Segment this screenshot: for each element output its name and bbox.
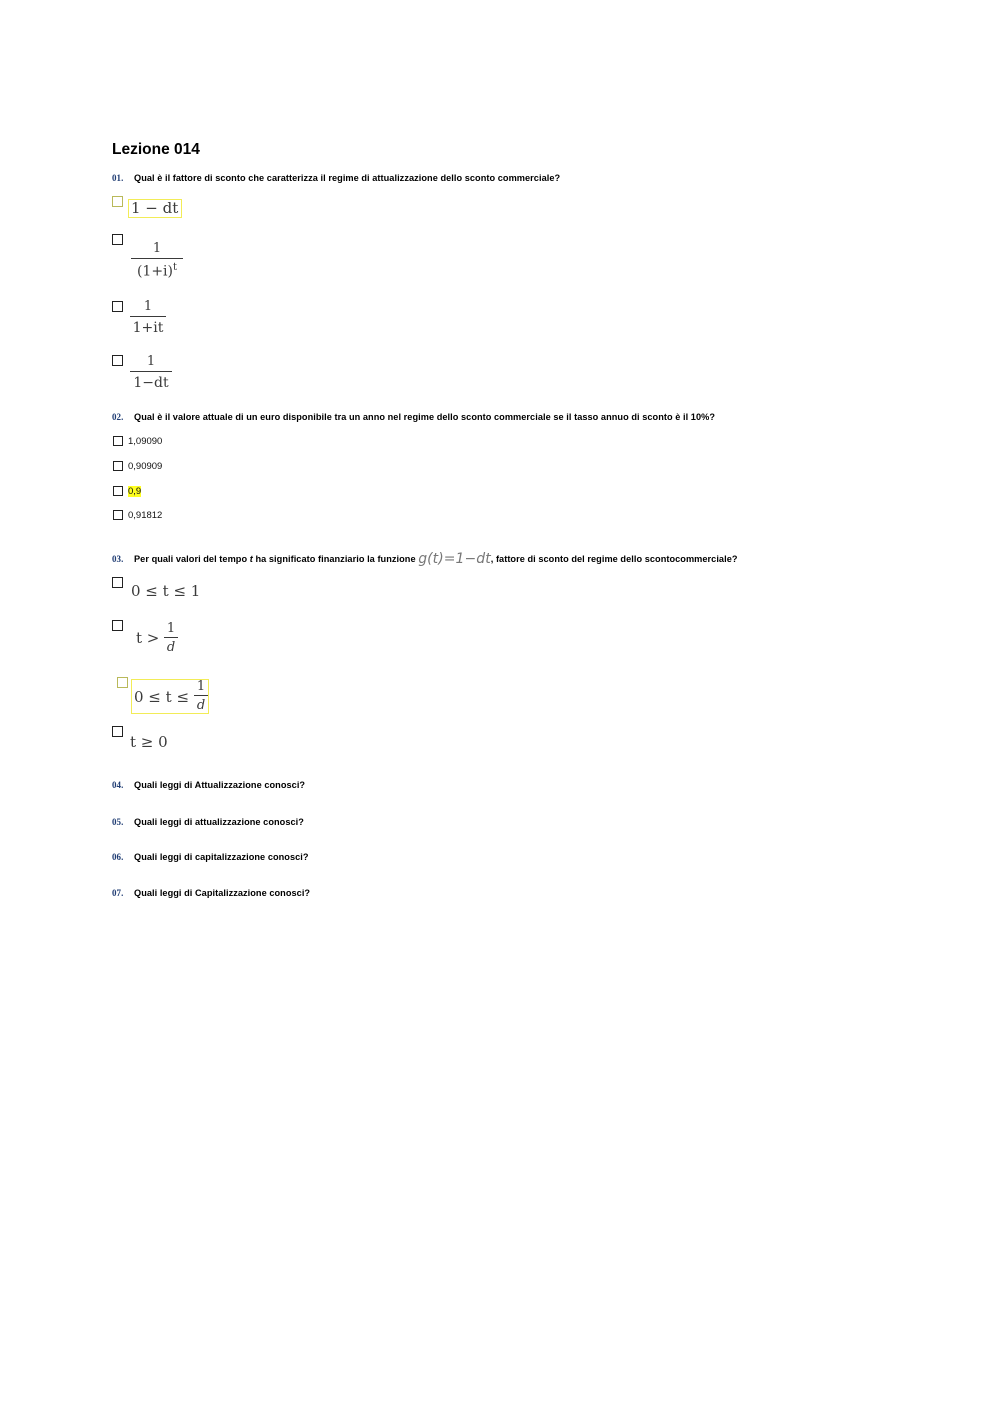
option-q2-1: 1,09090 <box>128 436 163 447</box>
numerator: 1 <box>143 299 153 314</box>
numerator: 1 <box>152 241 162 256</box>
question-number: 01. <box>112 173 124 183</box>
checkbox-q2-option-2[interactable] <box>113 461 123 471</box>
question-text-before: Per quali valori del tempo <box>134 554 248 564</box>
question-number: 02. <box>112 412 124 422</box>
formula-t-ge-0: t ≥ 0 <box>130 733 168 751</box>
question-text: Quali leggi di attualizzazione conosci? <box>134 817 304 827</box>
numerator: 1 <box>196 679 206 694</box>
inline-formula: g(t)=1−dt <box>418 551 491 567</box>
question-text: Qual è il valore attuale di un euro disponibile tra un anno nel regime dello sconto commerciale se il tasso annuo di sconto è il 10%? <box>134 412 715 422</box>
denominator: d <box>166 640 176 655</box>
fraction-bar <box>130 316 166 317</box>
numerator: 1 <box>146 354 156 369</box>
question-number: 04. <box>112 780 124 790</box>
checkbox-q3-option-4[interactable] <box>112 726 123 737</box>
question-05 <box>112 817 304 827</box>
checkbox-q2-option-3[interactable] <box>113 486 123 496</box>
checkbox-q3-option-3[interactable] <box>117 677 128 688</box>
option-q2-4: 0,91812 <box>128 510 163 521</box>
denominator: 1−dt <box>133 375 169 391</box>
fraction-bar <box>130 371 172 372</box>
fraction-bar <box>194 695 208 696</box>
fraction-bar <box>131 258 183 259</box>
checkbox-q1-option-3[interactable] <box>112 301 123 312</box>
checkbox-q1-option-4[interactable] <box>112 355 123 366</box>
formula-t-gt: t > <box>136 629 160 647</box>
checkbox-q3-option-1[interactable] <box>112 577 123 588</box>
question-number: 03. <box>112 554 124 564</box>
denominator-base: (1+i) <box>136 263 173 280</box>
formula-1-over-1-plus-i-pow-t <box>131 242 183 279</box>
question-number: 06. <box>112 852 124 862</box>
formula-1-over-d-bound <box>194 680 208 712</box>
denominator <box>131 263 183 279</box>
question-text: Quali leggi di Capitalizzazione conosci? <box>134 888 311 898</box>
question-number: 07. <box>112 888 124 898</box>
question-01 <box>112 173 560 183</box>
exponent: t <box>173 262 178 273</box>
question-06 <box>112 852 309 862</box>
formula-0-le-t-le: 0 ≤ t ≤ <box>134 688 190 706</box>
formula-1-over-1-minus-dt <box>130 355 172 390</box>
question-07 <box>112 888 310 898</box>
checkbox-q3-option-2[interactable] <box>112 620 123 631</box>
formula-0-le-t-le-1: 0 ≤ t ≤ 1 <box>131 582 201 600</box>
numerator: 1 <box>166 621 176 636</box>
question-text: Quali leggi di Attualizzazione conosci? <box>134 780 306 790</box>
question-04 <box>112 780 305 790</box>
fraction-bar <box>164 637 178 638</box>
question-03 <box>112 550 738 566</box>
question-02 <box>112 412 715 422</box>
lesson-title: Lezione 014 <box>112 141 200 158</box>
question-text: Quali leggi di capitalizzazione conosci? <box>134 852 309 862</box>
question-variable: t <box>249 554 253 564</box>
option-q2-3-highlighted: 0,9 <box>128 486 142 497</box>
formula-1-minus-dt: 1 − dt <box>131 199 179 217</box>
denominator: 1+it <box>132 320 164 336</box>
question-text: Qual è il fattore di sconto che caratterizza il regime di attualizzazione dello sconto commerciale? <box>134 173 561 183</box>
checkbox-q2-option-4[interactable] <box>113 510 123 520</box>
checkbox-q2-option-1[interactable] <box>113 436 123 446</box>
question-text-after: , fattore di sconto del regime dello scontocommerciale? <box>490 554 738 564</box>
formula-1-over-1-plus-it <box>130 300 166 335</box>
checkbox-q1-option-1[interactable] <box>112 196 123 207</box>
question-number: 05. <box>112 817 124 827</box>
denominator: d <box>196 698 206 713</box>
option-q2-2: 0,90909 <box>128 461 163 472</box>
formula-1-over-d <box>164 622 178 654</box>
question-text-mid: ha significato finanziario la funzione <box>255 554 416 564</box>
checkbox-q1-option-2[interactable] <box>112 234 123 245</box>
